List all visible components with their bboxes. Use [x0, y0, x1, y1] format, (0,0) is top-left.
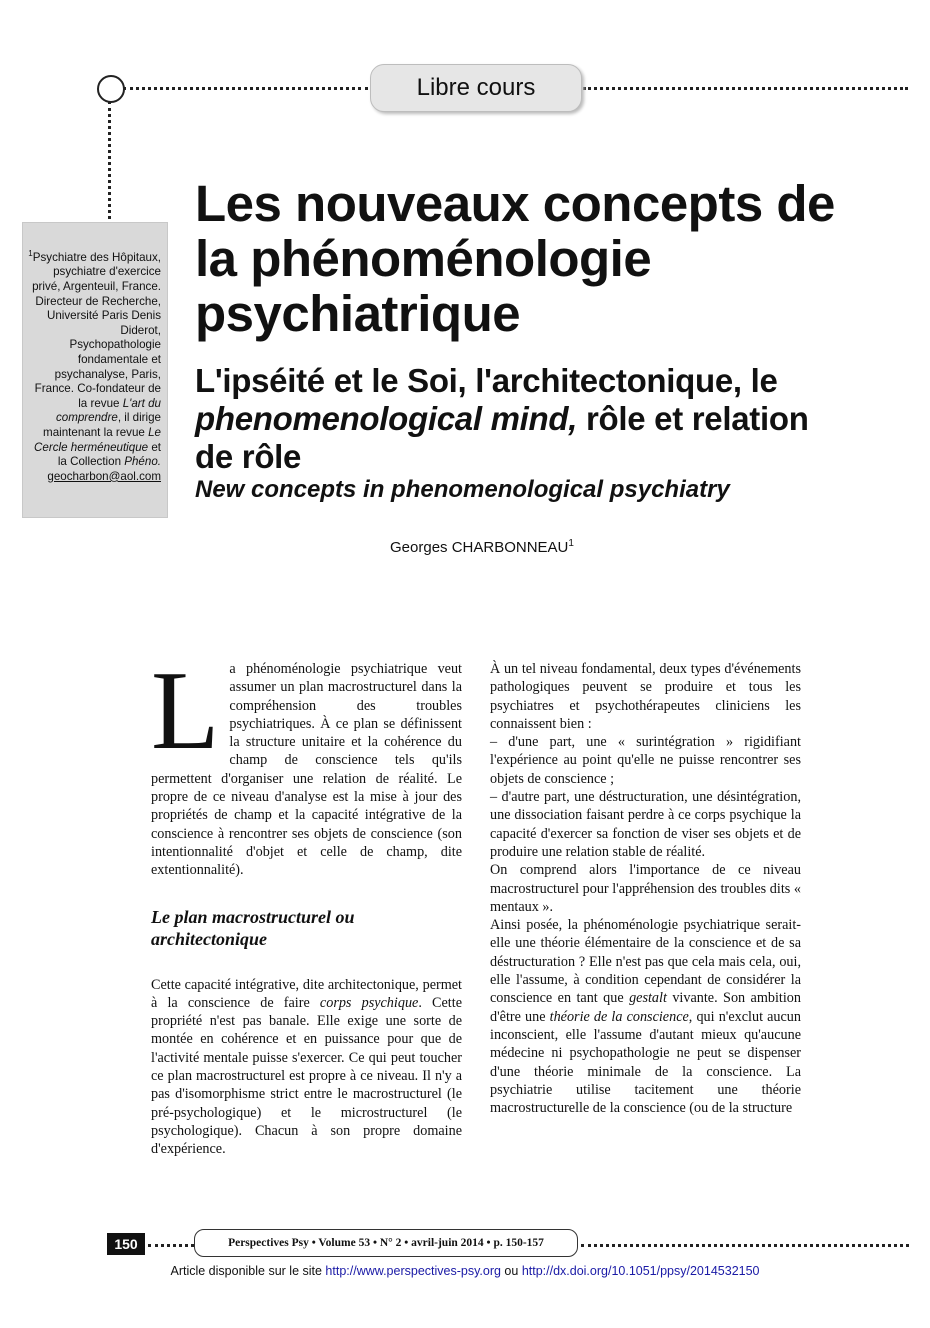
- intro-text: a phénoménologie psychiatrique veut assumer un plan macrostructurel dans la compréhension des troubles psychiatriques. À ce plan se définissent la structure unitaire et la cohérence du champ de conscience tels qu'ils permettent d'organiser une relation de réalité. Le propre de ce niveau d'analyse est la mise à jour des propriétés de champ et la capacité intégrative de la conscience à rencontrer ses objets de conscience (son intentionnalité d'objet et celle de champ, dite extentionnalité).: [151, 661, 462, 879]
- affiliation-marker: 1: [28, 249, 33, 258]
- paragraph-italic: corps psychique: [319, 994, 419, 1011]
- footer-citation: Perspectives Psy • Volume 53 • N° 2 • avril-juin 2014 • p. 150-157: [194, 1229, 578, 1257]
- availability-prefix: Article disponible sur le site: [170, 1264, 326, 1278]
- availability-mid: ou: [500, 1264, 522, 1278]
- affiliation-text-1: Psychiatre des Hôpitaux, psychiatre d'exercice privé, Argenteuil, France. Directeur de Recherche, Université Paris Denis Diderot, Psychopathologie fondamentale et psychanalyse, Paris, France. Co-fondateur de la revue: [32, 250, 161, 410]
- list-item: – d'autre part, une déstructuration, une désintégration, une dissociation faisant perdre à ce corps psychique la capacité d'exercer sa fonction de viser ses objets et de produire une relation stable de réalité.: [490, 789, 801, 860]
- author-marker: 1: [568, 538, 574, 549]
- header-circle-ornament: [97, 75, 125, 103]
- drop-cap: L: [151, 649, 220, 773]
- body-column-left: [151, 649, 462, 1159]
- affiliation-journal-3: Phéno.: [124, 455, 161, 469]
- section-label: Libre cours: [370, 64, 582, 112]
- paragraph-text: , qui n'exclut aucun inconscient, elle l'assume d'autant mieux qu'aucune médecine ni psychopathologie ne peut se dispenser d'une théorie minimale de la conscience. La psychiatrie utilise tacitement une théorie macrostructurelle de la conscience (ou de la structure: [490, 1008, 801, 1117]
- body-column-right: [490, 660, 801, 1117]
- footer-dotted-rule-left: [148, 1244, 194, 1247]
- paragraph: [490, 916, 801, 1117]
- header-dotted-rule-left: [123, 87, 368, 90]
- subtitle-part-1: L'ipséité et le Soi, l'architectonique, le: [195, 362, 778, 399]
- author-line: [390, 538, 574, 556]
- intro-paragraph: [151, 649, 462, 880]
- affiliation-text-3: et la Collection: [57, 440, 161, 469]
- paragraph-text: Cette capacité intégrative, dite architectonique, permet à la conscience de faire: [151, 976, 462, 1011]
- vertical-dotted-rule: [108, 101, 111, 219]
- footer-dotted-rule-right: [581, 1244, 909, 1247]
- paragraph: On comprend alors l'importance de ce niveau macrostructurel pour l'appréhension des troubles dits « mentaux ».: [490, 862, 801, 915]
- subtitle-italic: phenomenological mind,: [195, 400, 578, 437]
- header-dotted-rule-right: [583, 87, 908, 90]
- author-affiliation-box: [22, 222, 168, 518]
- paragraph-text: Ainsi posée, la phénoménologie psychiatrique serait-elle une théorie élémentaire de la conscience et de sa déstructuration ? Elle n'est pas que cela mais cela, oui, elle l'assume, à condition cependant de considérer la conscience en tant que: [490, 917, 801, 1007]
- article-title: Les nouveaux concepts de la phénoménologie psychiatrique: [195, 175, 835, 342]
- section-heading: Le plan macrostructurel ou architectonique: [151, 906, 355, 949]
- paragraph: À un tel niveau fondamental, deux types d'événements pathologiques peuvent se produire et tous les psychiatres et psychothérapeutes cliniciens les connaissent bien :: [490, 661, 801, 732]
- affiliation-journal-2: Le Cercle herméneutique: [34, 425, 161, 454]
- subtitle-part-2: rôle et relation de rôle: [195, 400, 809, 475]
- availability-line: [0, 1264, 930, 1278]
- paragraph-text: vivante. Son ambition d'être une: [490, 990, 801, 1025]
- author-name: Georges CHARBONNEAU: [390, 539, 569, 556]
- affiliation-text-2: , il dirige maintenant la revue: [43, 411, 161, 439]
- affiliation-journal-1: L'art du comprendre: [55, 396, 161, 425]
- page-number: 150: [107, 1233, 145, 1255]
- paragraph-italic: gestalt: [629, 990, 667, 1007]
- paragraph-text: . Cette propriété n'est pas banale. Elle exige une sorte de montée en cohérence et en puissance pour que de l'activité mentale puisse s'exercer. Ce qui peut toucher ce plan macrostructurel est propre à ce niveau. Il n'y a pas d'isomorphisme strict entre le macrostructurel (le pré-psychologique) et le microstructurel (le psychologique). Chacun à son propre domaine d'expérience.: [151, 994, 462, 1158]
- list-item: – d'une part, une « surintégration » rigidifiant l'expérience au point qu'elle ne puisse rencontrer ses objets de conscience ;: [490, 734, 801, 787]
- journal-website-link[interactable]: http://www.perspectives-psy.org: [325, 1264, 501, 1278]
- paragraph: [151, 976, 462, 1159]
- author-email-link[interactable]: geocharbon@aol.com: [47, 469, 161, 483]
- paragraph-italic: théorie de la conscience: [549, 1008, 689, 1025]
- doi-link[interactable]: http://dx.doi.org/10.1051/ppsy/2014532150: [521, 1264, 760, 1278]
- english-title: New concepts in phenomenological psychiatry: [195, 476, 730, 503]
- article-subtitle: [195, 362, 835, 476]
